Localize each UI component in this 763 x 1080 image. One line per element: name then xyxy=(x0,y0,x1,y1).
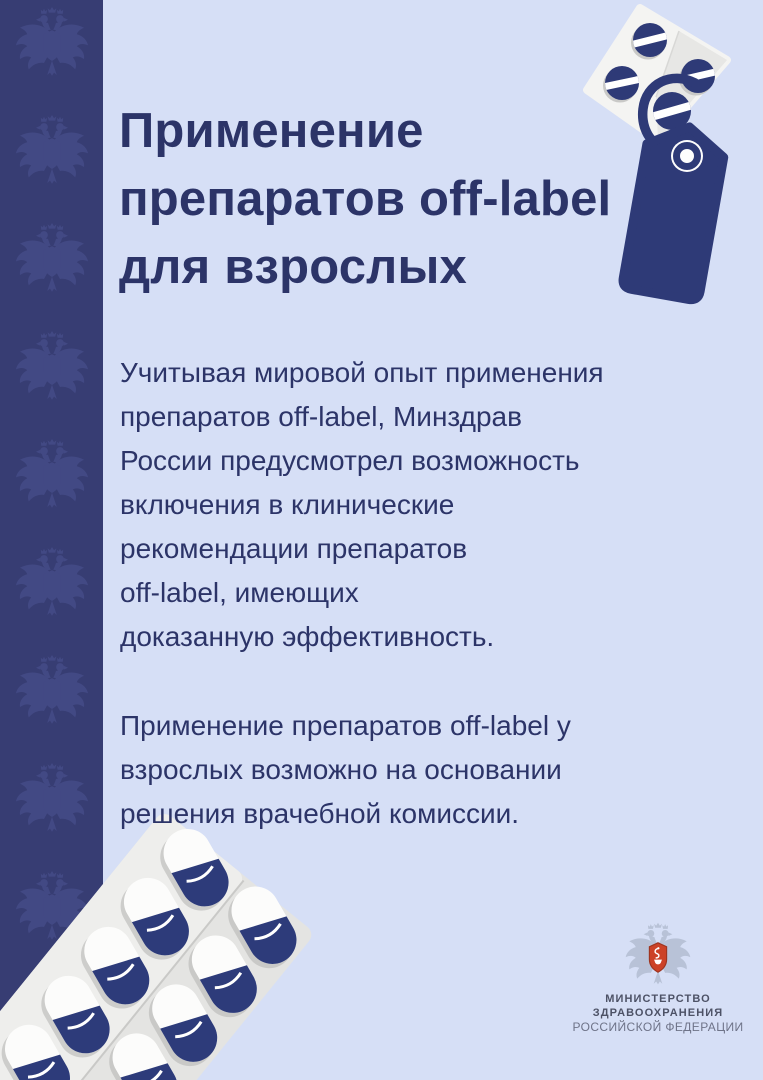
body-paragraph-2 xyxy=(120,704,720,836)
title-line: препаратов off-label xyxy=(119,171,612,226)
body-line: препаратов off-label, Минздрав xyxy=(120,401,522,432)
ministry-name-line-2: ЗДРАВООХРАНЕНИЯ xyxy=(592,1006,724,1019)
eagle-emblem-watermark-icon xyxy=(12,6,92,80)
page-title xyxy=(119,97,679,301)
ministry-name-line-3: РОССИЙСКОЙ ФЕДЕРАЦИИ xyxy=(572,1020,744,1034)
body-line: России предусмотрел возможность xyxy=(120,445,580,476)
body-line: рекомендации препаратов xyxy=(120,533,468,564)
body-line: Учитывая мировой опыт применения xyxy=(120,357,604,388)
body-line: взрослых возможно на основании xyxy=(120,754,562,785)
body-paragraph-1 xyxy=(120,351,720,659)
title-line: Применение xyxy=(119,103,424,158)
eagle-emblem-watermark-icon xyxy=(12,438,92,512)
eagle-emblem-watermark-icon xyxy=(12,114,92,188)
title-line: для взрослых xyxy=(119,239,468,294)
body-line: решения врачебной комиссии. xyxy=(120,798,520,829)
body-line: включения в клинические xyxy=(120,489,455,520)
ministry-logo xyxy=(560,922,756,1034)
body-line: off-label, имеющих xyxy=(120,577,359,608)
ministry-name-line-1: МИНИСТЕРСТВО xyxy=(605,993,711,1005)
body-line: доказанную эффективность. xyxy=(120,621,495,652)
eagle-emblem-watermark-icon xyxy=(12,546,92,620)
eagle-emblem-watermark-icon xyxy=(12,222,92,296)
ministry-eagle-emblem-icon xyxy=(620,922,696,988)
eagle-emblem-watermark-icon xyxy=(12,330,92,404)
body-line: Применение препаратов off-label у xyxy=(120,710,571,741)
eagle-emblem-watermark-icon xyxy=(12,654,92,728)
